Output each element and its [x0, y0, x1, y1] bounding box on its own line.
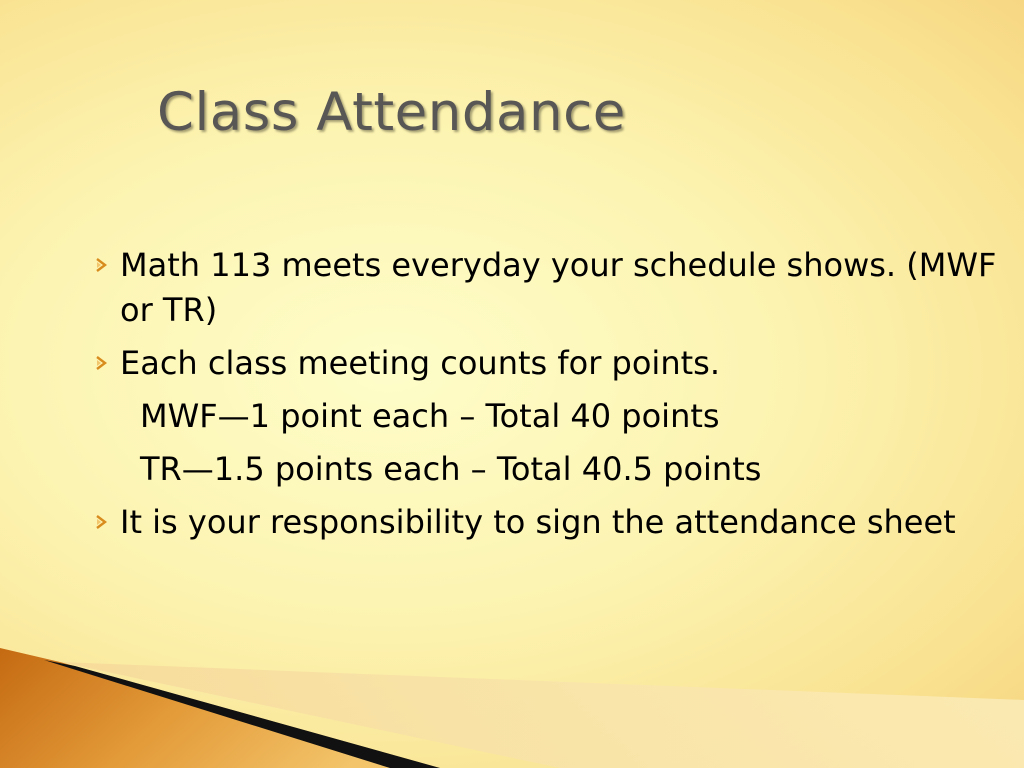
bullet-item [88, 500, 1008, 545]
slide-body [88, 243, 1008, 553]
bullet-item [88, 341, 1008, 386]
bullet-text: It is your responsibility to sign the attendance sheet [120, 503, 956, 541]
bullet-item [88, 243, 1008, 333]
arrow-bullet-icon [94, 515, 108, 529]
bullet-text: Each class meeting counts for points. [120, 344, 720, 382]
slide-title: Class Attendance [157, 82, 626, 143]
arrow-bullet-icon [94, 258, 108, 272]
bullet-text: Math 113 meets everyday your schedule shows. (MWF or TR) [120, 246, 997, 329]
arrow-bullet-icon [94, 356, 108, 370]
sub-line: MWF—1 point each – Total 40 points [140, 397, 720, 435]
sub-line: TR—1.5 points each – Total 40.5 points [140, 450, 762, 488]
